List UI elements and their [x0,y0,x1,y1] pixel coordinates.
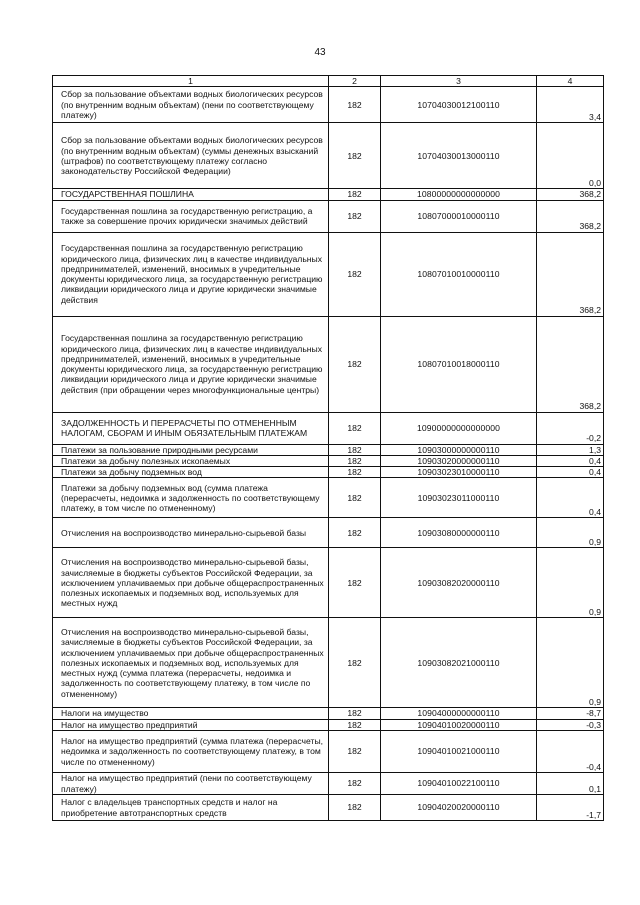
row-name-cell: Государственная пошлина за государственную регистрацию юридического лица, физических лиц в качестве индивидуальных предпринимателей, изменений, вносимых в учредительные документы юридического лица, за государственную регистрацию ликвидации юридического лица и другие юридически значимые действия [53,232,329,316]
row-name-cell: Налог на имущество предприятий (сумма платежа (перерасчеты, недоимка и задолженность по соответствующему платежу, в том числе по отмененному) [53,731,329,773]
row-amount-cell: -0,4 [537,731,604,773]
row-kbk-code-cell: 10807010010000110 [381,232,537,316]
table-row [53,87,604,123]
row-admin-code-cell: 182 [329,478,381,518]
table-row [53,123,604,189]
table-row [53,773,604,795]
row-name-cell: Отчисления на воспроизводство минерально-сырьевой базы, зачисляемые в бюджеты субъектов Российской Федерации, за исключением уплачиваемых при добыче общераспространенных полезных ископаемых и подземных вод, используемых для местных нужд [53,548,329,618]
row-kbk-code-cell: 10704030012100110 [381,87,537,123]
row-name-cell: Налог на имущество предприятий [53,719,329,730]
table-row [53,618,604,708]
row-amount-cell: 3,4 [537,87,604,123]
table-row [53,232,604,316]
table-row [53,467,604,478]
table-row [53,189,604,200]
row-kbk-code-cell: 10903023011000110 [381,478,537,518]
row-kbk-code-cell: 10904010022100110 [381,773,537,795]
row-amount-cell: 1,3 [537,444,604,455]
row-amount-cell: 0,1 [537,773,604,795]
row-amount-cell: 368,2 [537,316,604,412]
row-name-cell: Налоги на имущество [53,708,329,719]
row-admin-code-cell: 182 [329,200,381,232]
row-amount-cell: 368,2 [537,232,604,316]
row-admin-code-cell: 182 [329,618,381,708]
row-name-cell: Государственная пошлина за государственную регистрацию юридического лица, физических лиц в качестве индивидуальных предпринимателей, изменений, вносимых в учредительные документы юридического лица, за государственную регистрацию ликвидации юридического лица и другие юридически значимые действия (при обращении через многофункциональные центры) [53,316,329,412]
row-amount-cell: 0,4 [537,478,604,518]
table-row [53,478,604,518]
table-row [53,548,604,618]
row-admin-code-cell: 182 [329,719,381,730]
row-admin-code-cell: 182 [329,123,381,189]
row-kbk-code-cell: 10904010020000110 [381,719,537,730]
row-admin-code-cell: 182 [329,518,381,548]
table-row [53,795,604,821]
row-kbk-code-cell: 10807000010000110 [381,200,537,232]
row-admin-code-cell: 182 [329,773,381,795]
row-amount-cell: -0,2 [537,412,604,444]
column-header-2: 2 [329,76,381,87]
row-amount-cell: 0,4 [537,455,604,466]
row-amount-cell: -8,7 [537,708,604,719]
row-amount-cell: -1,7 [537,795,604,821]
column-header-1: 1 [53,76,329,87]
row-name-cell: Сбор за пользование объектами водных биологических ресурсов (по внутренним водным объектам) (суммы денежных взысканий (штрафов) по соответствующему платежу согласно законодательству Российской Федерации) [53,123,329,189]
budget-revenue-table [52,75,604,821]
row-kbk-code-cell: 10903023010000110 [381,467,537,478]
table-row [53,412,604,444]
table-row [53,518,604,548]
row-admin-code-cell: 182 [329,232,381,316]
row-kbk-code-cell: 10904000000000110 [381,708,537,719]
row-amount-cell: -0,3 [537,719,604,730]
row-amount-cell: 0,9 [537,518,604,548]
row-name-cell: Налог на имущество предприятий (пени по соответствующему платежу) [53,773,329,795]
row-name-cell: Государственная пошлина за государственную регистрацию, а также за совершение прочих юридически значимых действий [53,200,329,232]
row-admin-code-cell: 182 [329,455,381,466]
row-name-cell: ГОСУДАРСТВЕННАЯ ПОШЛИНА [53,189,329,200]
row-name-cell: Платежи за добычу подземных вод [53,467,329,478]
row-kbk-code-cell: 10903080000000110 [381,518,537,548]
row-admin-code-cell: 182 [329,548,381,618]
table-row [53,200,604,232]
row-admin-code-cell: 182 [329,444,381,455]
row-amount-cell: 0,9 [537,548,604,618]
row-name-cell: Отчисления на воспроизводство минерально-сырьевой базы, зачисляемые в бюджеты субъектов Российской Федерации, за исключением уплачиваемых при добыче общераспространенных полезных ископаемых и подземных вод, используемых для местных нужд (сумма платежа (перерасчеты, недоимка и задолженность по соответствующему платежу, в том числе по отмененному) [53,618,329,708]
row-kbk-code-cell: 10903020000000110 [381,455,537,466]
row-admin-code-cell: 182 [329,467,381,478]
row-kbk-code-cell: 10704030013000110 [381,123,537,189]
row-kbk-code-cell: 10904010021000110 [381,731,537,773]
row-admin-code-cell: 182 [329,87,381,123]
row-name-cell: Платежи за добычу полезных ископаемых [53,455,329,466]
row-amount-cell: 368,2 [537,189,604,200]
row-kbk-code-cell: 10903082021000110 [381,618,537,708]
table-row [53,316,604,412]
row-admin-code-cell: 182 [329,708,381,719]
table-row [53,731,604,773]
table-row [53,444,604,455]
row-kbk-code-cell: 10807010018000110 [381,316,537,412]
row-kbk-code-cell: 10903082020000110 [381,548,537,618]
row-amount-cell: 368,2 [537,200,604,232]
row-amount-cell: 0,4 [537,467,604,478]
row-name-cell: Сбор за пользование объектами водных биологических ресурсов (по внутренним водным объектам) (пени по соответствующему платежу) [53,87,329,123]
table-header-row [53,76,604,87]
table-row [53,719,604,730]
row-amount-cell: 0,0 [537,123,604,189]
row-kbk-code-cell: 10904020020000110 [381,795,537,821]
table-row [53,455,604,466]
row-admin-code-cell: 182 [329,316,381,412]
row-amount-cell: 0,9 [537,618,604,708]
page-number: 43 [314,47,326,58]
row-admin-code-cell: 182 [329,795,381,821]
table-body [53,76,604,821]
row-name-cell: Платежи за добычу подземных вод (сумма платежа (перерасчеты, недоимка и задолженность по соответствующему платежу, в том числе по отмененному) [53,478,329,518]
row-admin-code-cell: 182 [329,189,381,200]
row-admin-code-cell: 182 [329,412,381,444]
row-name-cell: ЗАДОЛЖЕННОСТЬ И ПЕРЕРАСЧЕТЫ ПО ОТМЕНЕННЫМ НАЛОГАМ, СБОРАМ И ИНЫМ ОБЯЗАТЕЛЬНЫМ ПЛАТЕЖАМ [53,412,329,444]
row-kbk-code-cell: 10900000000000000 [381,412,537,444]
column-header-4: 4 [537,76,604,87]
column-header-3: 3 [381,76,537,87]
row-admin-code-cell: 182 [329,731,381,773]
table-row [53,708,604,719]
row-name-cell: Отчисления на воспроизводство минерально-сырьевой базы [53,518,329,548]
row-name-cell: Платежи за пользование природными ресурсами [53,444,329,455]
row-kbk-code-cell: 10903000000000110 [381,444,537,455]
row-kbk-code-cell: 10800000000000000 [381,189,537,200]
row-name-cell: Налог с владельцев транспортных средств и налог на приобретение автотранспортных средств [53,795,329,821]
